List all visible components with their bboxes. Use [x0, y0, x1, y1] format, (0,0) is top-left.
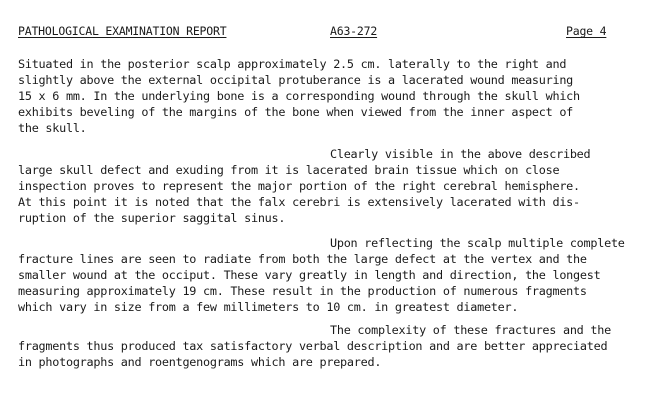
paragraph-4-line-1: The complexity of these fractures and the — [330, 323, 611, 337]
paragraph-2-line-4: At this point it is noted that the falx cerebri is extensively lacerated with dis- — [18, 195, 580, 209]
paragraph-1-line-4: exhibits beveling of the margins of the bone when viewed from the inner aspect of — [18, 105, 574, 119]
report-title: PATHOLOGICAL EXAMINATION REPORT — [18, 24, 227, 38]
paragraph-1-line-3: 15 x 6 mm. In the underlying bone is a corresponding wound through the skull which — [18, 89, 580, 103]
case-number: A63-272 — [330, 24, 378, 38]
paragraph-3-line-3: smaller wound at the occiput. These vary greatly in length and direction, the longest — [18, 268, 601, 282]
paragraph-1-line-5: the skull. — [18, 121, 87, 135]
paragraph-2-line-3: inspection proves to represent the major portion of the right cerebral hemisphere. — [18, 179, 580, 193]
paragraph-4-line-2: fragments thus produced tax satisfactory verbal description and are better appreciated — [18, 339, 608, 353]
paragraph-3-line-2: fracture lines are seen to radiate from both the large defect at the vertex and the — [18, 252, 587, 266]
paragraph-1-line-1: Situated in the posterior scalp approximately 2.5 cm. laterally to the right and — [18, 57, 567, 71]
page-number: Page 4 — [566, 24, 607, 38]
paragraph-1-line-2: slightly above the external occipital protuberance is a lacerated wound measuring — [18, 73, 574, 87]
paragraph-4-line-3: in photographs and roentgenograms which are prepared. — [18, 355, 382, 369]
paragraph-3-line-5: which vary in size from a few millimeters to 10 cm. in greatest diameter. — [18, 300, 519, 314]
paragraph-2-line-5: ruption of the superior saggital sinus. — [18, 211, 286, 225]
paragraph-2-line-1: Clearly visible in the above described — [330, 147, 591, 161]
report-header — [18, 24, 618, 42]
paragraph-3-line-1: Upon reflecting the scalp multiple complete — [330, 236, 625, 250]
paragraph-3-line-4: measuring approximately 19 cm. These result in the production of numerous fragments — [18, 284, 587, 298]
paragraph-2-line-2: large skull defect and exuding from it is lacerated brain tissue which on close — [18, 163, 560, 177]
